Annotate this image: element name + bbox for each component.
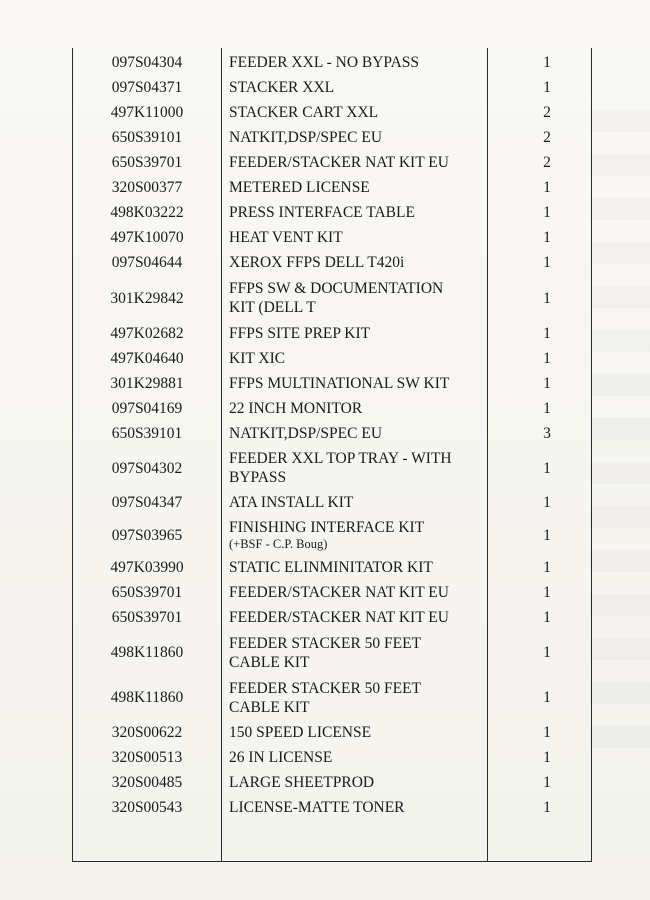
- part-description-cell: [221, 515, 495, 555]
- quantity: 1: [543, 459, 551, 477]
- part-number: 097S04644: [111, 254, 183, 271]
- part-description: FEEDER XXL TOP TRAY - WITH: [229, 450, 452, 467]
- part-number: 650S39101: [111, 129, 183, 146]
- part-description-cell: [221, 555, 495, 580]
- part-description: NATKIT,DSP/SPEC EU: [229, 129, 383, 146]
- part-number: 498K03222: [110, 204, 184, 221]
- part-number: 097S04371: [111, 79, 183, 96]
- quantity: 1: [543, 54, 551, 71]
- quantity: 1: [543, 325, 551, 342]
- part-number: 097S04304: [111, 54, 183, 71]
- quantity: 1: [543, 79, 551, 96]
- part-description: 26 IN LICENSE: [229, 749, 333, 766]
- table-row: [73, 555, 599, 580]
- quantity: 1: [543, 799, 551, 816]
- quantity: 1: [543, 559, 551, 576]
- part-number: 650S39701: [111, 609, 183, 626]
- part-description: KIT XIC: [229, 350, 286, 367]
- part-number: 097S03965: [111, 526, 183, 544]
- quantity: 1: [543, 204, 551, 221]
- part-description-cell: [221, 75, 495, 100]
- part-description-cell: [221, 150, 495, 175]
- table-row: [73, 580, 599, 605]
- part-description: FFPS SITE PREP KIT: [229, 325, 371, 342]
- part-description-cell: [221, 225, 495, 250]
- part-number: 497K04640: [110, 350, 184, 367]
- quantity: 1: [543, 229, 551, 246]
- part-description-cell: [221, 490, 495, 515]
- part-description-line2: BYPASS: [229, 469, 287, 486]
- part-description-cell: [221, 745, 495, 770]
- part-description-cell: [221, 275, 495, 321]
- part-number: 650S39701: [111, 584, 183, 601]
- part-number: 301K29881: [110, 375, 184, 392]
- part-description-cell: [221, 446, 495, 490]
- part-number: 497K02682: [110, 325, 184, 342]
- part-description: FFPS SW & DOCUMENTATION: [229, 280, 444, 297]
- quantity: 1: [543, 400, 551, 417]
- part-number: 320S00377: [111, 179, 183, 196]
- part-description-cell: [221, 421, 495, 446]
- part-description-cell: [221, 175, 495, 200]
- table-row: [73, 371, 599, 396]
- table-row: [73, 770, 599, 795]
- part-number: 097S04347: [111, 494, 183, 511]
- part-description: FEEDER XXL - NO BYPASS: [229, 54, 420, 71]
- table-row: [73, 630, 599, 675]
- quantity: 1: [543, 289, 551, 307]
- table-row: [73, 421, 599, 446]
- part-description-cell: [221, 50, 495, 75]
- part-description: FEEDER/STACKER NAT KIT EU: [229, 584, 449, 601]
- table-row: [73, 321, 599, 346]
- part-description: 150 SPEED LICENSE: [229, 724, 372, 741]
- part-description-cell: [221, 346, 495, 371]
- table-row: [73, 150, 599, 175]
- part-description: XEROX FFPS DELL T420i: [229, 254, 405, 271]
- quantity: 1: [543, 350, 551, 367]
- table-row: [73, 675, 599, 720]
- quantity: 2: [543, 104, 551, 121]
- quantity: 1: [543, 375, 551, 392]
- part-description-cell: [221, 605, 495, 630]
- part-description-cell: [221, 321, 495, 346]
- part-description-cell: [221, 720, 495, 745]
- table-row: [73, 346, 599, 371]
- quantity: 3: [543, 425, 551, 442]
- part-description-cell: [221, 795, 495, 820]
- part-number: 650S39701: [111, 154, 183, 171]
- table-row: [73, 795, 599, 820]
- part-number: 497K11000: [110, 104, 184, 121]
- part-description: FEEDER STACKER 50 FEET: [229, 634, 422, 652]
- part-description-note: (+BSF - C.P. Boug): [229, 537, 328, 551]
- part-description: FEEDER/STACKER NAT KIT EU: [229, 609, 449, 626]
- table-row: [73, 446, 599, 490]
- part-description-cell: [221, 675, 495, 720]
- table-row: [73, 175, 599, 200]
- table-row: [73, 490, 599, 515]
- part-description-cell: [221, 630, 495, 675]
- quantity: 1: [543, 179, 551, 196]
- part-description: LARGE SHEETPROD: [229, 774, 375, 791]
- table-row: [73, 745, 599, 770]
- part-description: ATA INSTALL KIT: [229, 494, 354, 511]
- table-row: [73, 275, 599, 321]
- part-description-cell: [221, 250, 495, 275]
- part-description: FINISHING INTERFACE KIT: [229, 519, 425, 536]
- parts-table-frame: [72, 48, 592, 862]
- part-description-cell: [221, 100, 495, 125]
- quantity: 1: [543, 526, 551, 544]
- part-description-line2: CABLE KIT: [229, 698, 310, 716]
- part-description: FFPS MULTINATIONAL SW KIT: [229, 375, 450, 392]
- part-description: STACKER XXL: [229, 79, 335, 96]
- parts-table-body: [73, 50, 599, 820]
- quantity: 2: [543, 129, 551, 146]
- quantity: 2: [543, 154, 551, 171]
- quantity: 1: [543, 254, 551, 271]
- part-number: 097S04302: [111, 459, 183, 477]
- part-description: NATKIT,DSP/SPEC EU: [229, 425, 383, 442]
- part-number: 498K11860: [110, 644, 184, 661]
- table-row: [73, 515, 599, 555]
- part-description-line2: CABLE KIT: [229, 653, 310, 671]
- part-description-cell: [221, 125, 495, 150]
- part-description: METERED LICENSE: [229, 179, 370, 196]
- table-row: [73, 225, 599, 250]
- part-description: PRESS INTERFACE TABLE: [229, 204, 415, 221]
- part-description: STATIC ELINMINITATOR KIT: [229, 559, 433, 576]
- part-description: 22 INCH MONITOR: [229, 400, 363, 417]
- table-row: [73, 50, 599, 75]
- quantity: 1: [543, 774, 551, 791]
- part-description: STACKER CART XXL: [229, 104, 379, 121]
- part-description-cell: [221, 396, 495, 421]
- part-description-cell: [221, 371, 495, 396]
- part-description: LICENSE-MATTE TONER: [229, 799, 405, 816]
- table-row: [73, 720, 599, 745]
- part-number: 497K10070: [110, 229, 184, 246]
- quantity: 1: [543, 494, 551, 511]
- table-row: [73, 100, 599, 125]
- part-description-cell: [221, 770, 495, 795]
- table-row: [73, 200, 599, 225]
- quantity: 1: [543, 724, 551, 741]
- part-number: 498K11860: [110, 689, 184, 706]
- part-description: FEEDER STACKER 50 FEET: [229, 679, 422, 697]
- quantity: 1: [543, 644, 551, 661]
- part-number: 097S04169: [111, 400, 183, 417]
- bleed-through-shadow: [590, 110, 650, 760]
- part-number: 320S00485: [111, 774, 183, 791]
- quantity: 1: [543, 584, 551, 601]
- table-row: [73, 250, 599, 275]
- part-number: 301K29842: [110, 289, 184, 307]
- part-number: 320S00543: [111, 799, 183, 816]
- part-description: FEEDER/STACKER NAT KIT EU: [229, 154, 449, 171]
- part-number: 320S00622: [111, 724, 183, 741]
- quantity: 1: [543, 689, 551, 706]
- part-number: 650S39101: [111, 425, 183, 442]
- table-row: [73, 75, 599, 100]
- table-row: [73, 125, 599, 150]
- table-row: [73, 605, 599, 630]
- quantity: 1: [543, 609, 551, 626]
- part-number: 320S00513: [111, 749, 183, 766]
- part-number: 497K03990: [110, 559, 184, 576]
- part-description-cell: [221, 580, 495, 605]
- quantity: 1: [543, 749, 551, 766]
- part-description-cell: [221, 200, 495, 225]
- part-description-line2: KIT (DELL T: [229, 299, 316, 316]
- table-row: [73, 396, 599, 421]
- parts-table: [73, 50, 599, 820]
- part-description: HEAT VENT KIT: [229, 229, 343, 246]
